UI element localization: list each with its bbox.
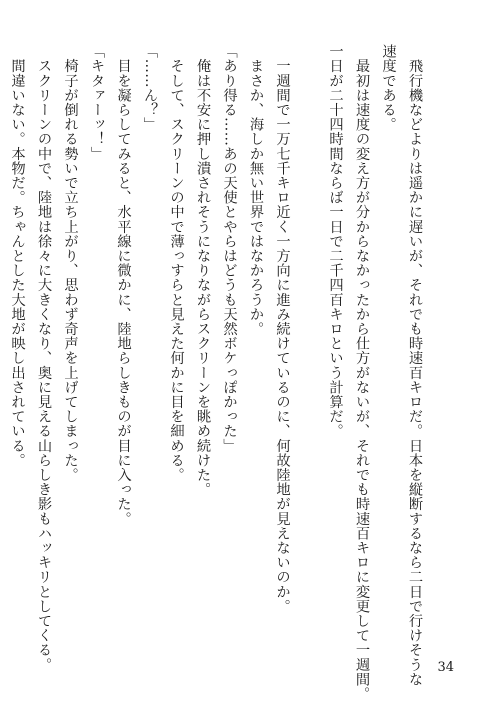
text-line: 間違いない。本物だ。ちゃんとした大地が映し出されている。 — [9, 44, 26, 468]
text-line: 椅子が倒れる勢いで立ち上がり、思わず奇声を上げてしまった。 — [62, 44, 79, 482]
text-line: 一週間で一万七千キロ近く一方向に進み続けているのに、何故陸地が見えないのか。 — [274, 44, 291, 614]
text-line: まさか、海しか無い世界ではなかろうか。 — [248, 44, 264, 336]
blank-line — [296, 44, 323, 624]
text-line: 「あり得る……あの天使とやらはどうも天然ボケっぽかった」 — [221, 44, 238, 453]
vertical-text-body — [9, 44, 428, 701]
text-line: 目を凝らしてみると、水平線に微かに、陸地らしきものが目に入った。 — [115, 44, 132, 526]
text-line: 俺は不安に押し潰されそうになりながらスクリーンを眺め続けた。 — [195, 44, 211, 497]
text-line — [0, 44, 4, 624]
text-line: 速度である。 — [380, 44, 397, 132]
text-line: 最初は速度の変え方が分からなかったから仕方がないが、それでも時速百キロに変更して一週間。 — [354, 44, 370, 701]
text-line: スクリーンの中で、陸地は徐々に大きくなり、奥に見える山らしき影もハッキリとしてくる。 — [36, 44, 52, 672]
text-line: 「……ん？」 — [142, 44, 158, 132]
text-line: そして、スクリーンの中で薄っすらと見えた何かに目を細める。 — [168, 44, 185, 482]
text-line: 飛行機などよりは遥かに遅いが、それでも時速百キロだ。日本を縦断するなら二日で行けそうな — [407, 44, 423, 687]
page-number: 34 — [437, 660, 454, 675]
text-line: 一日が二十四時間ならば一日で二千四百キロという計算だ。 — [327, 44, 344, 439]
text-line: 「キタァーッ！」 — [89, 44, 105, 161]
